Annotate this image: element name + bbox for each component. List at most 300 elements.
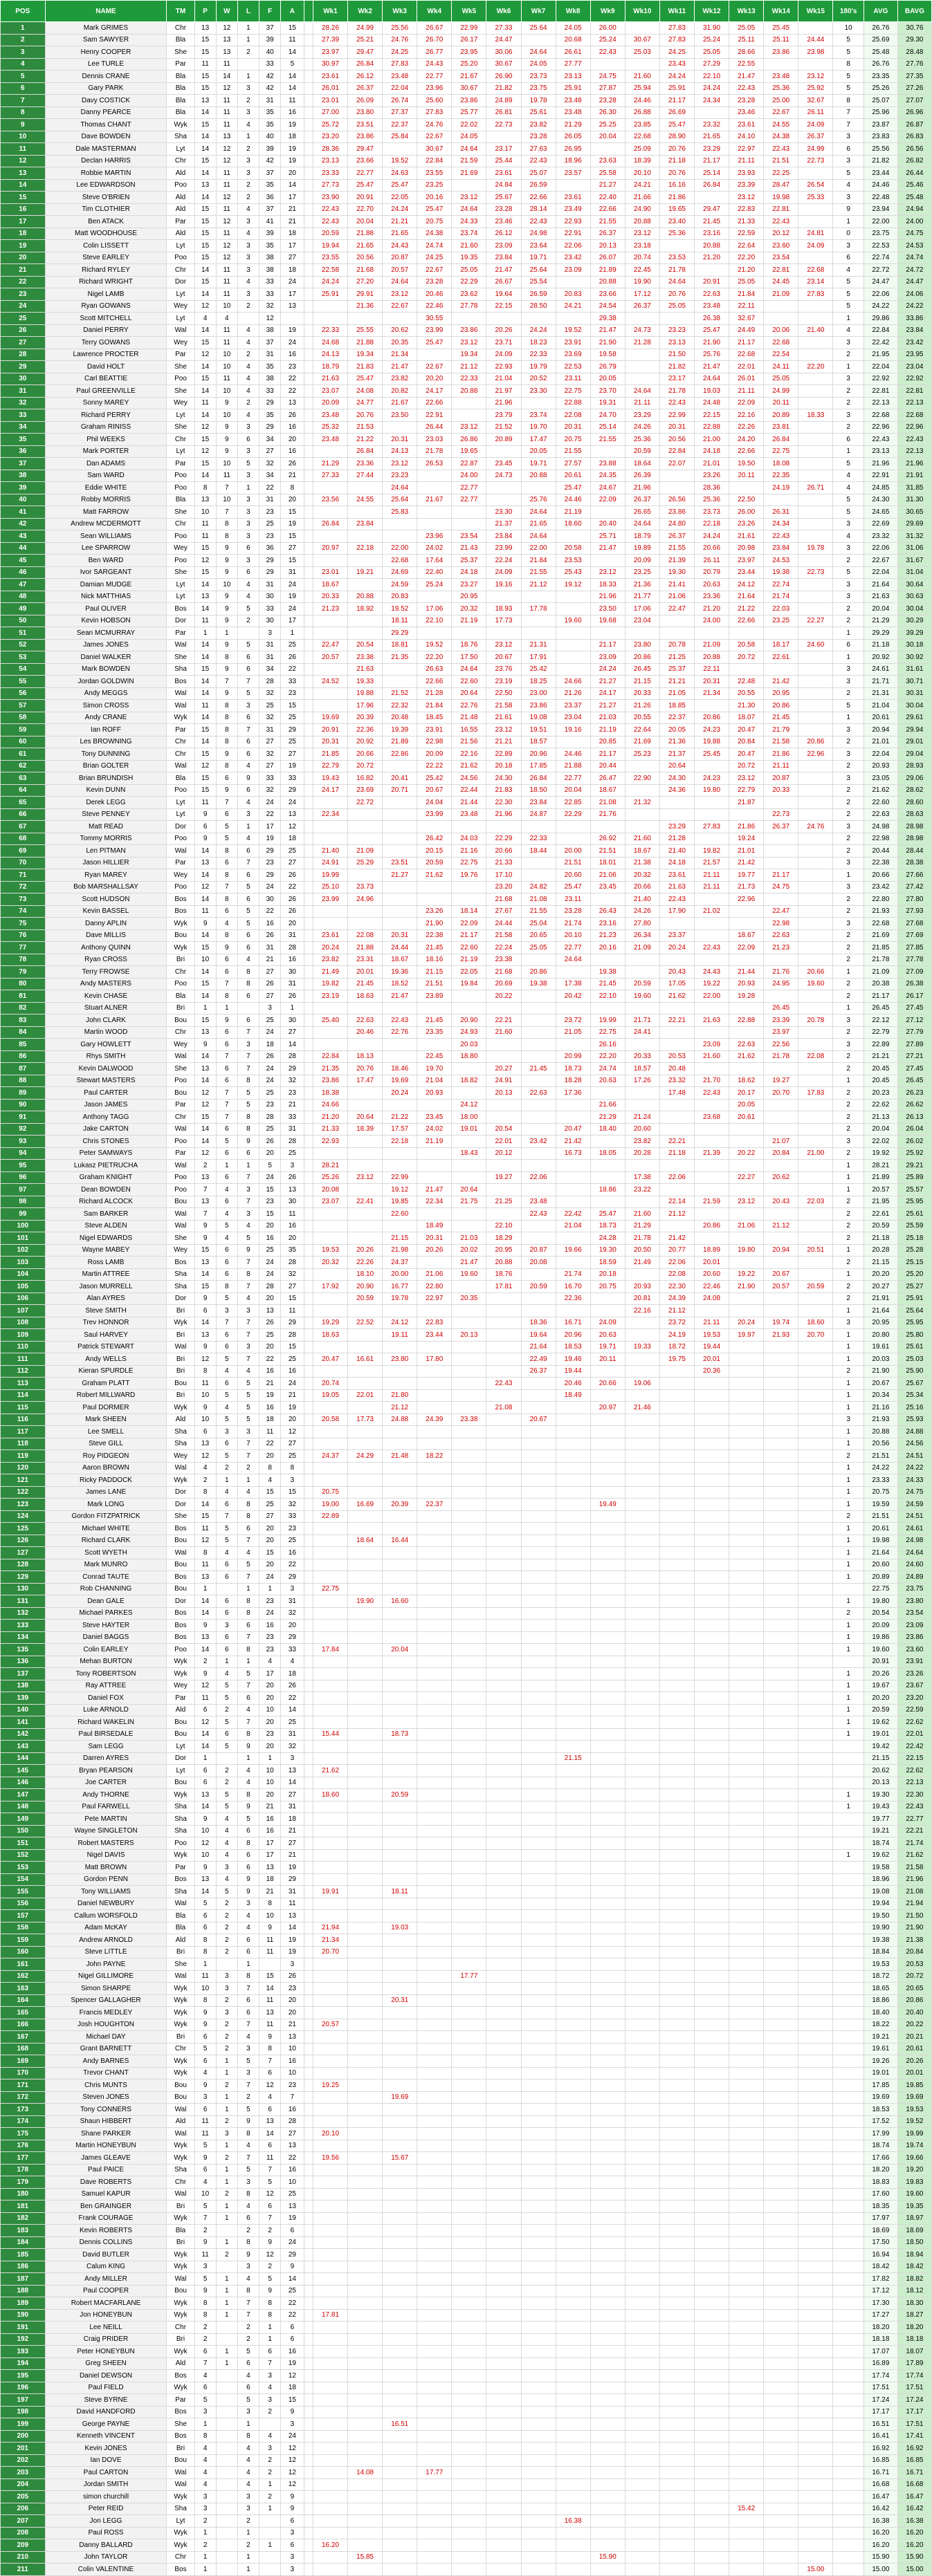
cell-wk8 [556, 276, 590, 288]
cell-wk1: 21.33 [313, 1123, 347, 1136]
cell-lost: 4 [237, 954, 259, 966]
cell-wk6: 18.76 [486, 1268, 521, 1281]
cell-won: 5 [216, 1692, 237, 1705]
cell-wk4 [417, 1692, 452, 1705]
cell-wk15 [798, 167, 833, 180]
cell-wk5 [452, 518, 486, 530]
col-header-wk4[interactable]: Wk4 [417, 1, 452, 22]
cell-wk12 [695, 2152, 729, 2165]
cell-wk1 [313, 1523, 347, 1535]
cell-name: Richard ALCOCK [45, 1196, 167, 1208]
cell-avg: 22.68 [864, 409, 897, 422]
cell-wk11 [659, 482, 694, 494]
cell-wk6: 22.89 [486, 748, 521, 761]
cell-wk14 [764, 1668, 798, 1680]
cell-bavg: 24.89 [897, 1571, 931, 1584]
cell-wk11 [659, 1668, 694, 1680]
cell-wk3: 18.46 [383, 1063, 417, 1075]
col-header-wk12[interactable]: Wk12 [695, 1, 729, 22]
col-header-wk7[interactable]: Wk7 [521, 1, 556, 22]
cell-name: Bryan PEARSON [45, 1765, 167, 1777]
cell-wk8 [556, 1644, 590, 1656]
cell-wk15 [798, 252, 833, 264]
cell-for: 5 [259, 1160, 281, 1172]
cell-for: 26 [259, 978, 281, 990]
col-header-wk6[interactable]: Wk6 [486, 1, 521, 22]
cell-played: 13 [194, 22, 216, 35]
cell-wk10: 24.26 [625, 421, 659, 434]
cell-lost: 6 [237, 1994, 259, 2007]
cell-wk4: 30.67 [417, 143, 452, 156]
cell-pos: 37 [1, 458, 46, 470]
cell-wk10 [625, 1002, 659, 1014]
cell-wk13: 19.97 [729, 1329, 764, 1342]
cell-wk13 [729, 2055, 764, 2068]
cell-for: 24 [259, 1268, 281, 1281]
cell-wk4 [417, 1789, 452, 1801]
cell-wk1: 24.66 [313, 1099, 347, 1111]
cell-won: 8 [216, 712, 237, 724]
cell-played: 15 [194, 542, 216, 555]
cell-wk3: 20.48 [383, 712, 417, 724]
cell-pos: 28 [1, 349, 46, 361]
cell-wk11 [659, 1389, 694, 1402]
cell-team: Wal [167, 1970, 194, 1983]
col-header-wk9[interactable]: Wk9 [590, 1, 625, 22]
cell-wk2: 18.10 [348, 1268, 383, 1281]
cell-wk12: 20.88 [695, 651, 729, 664]
cell-wk10: 20.09 [625, 555, 659, 567]
cell-wk9: 24.35 [590, 470, 625, 482]
cell-wk15 [798, 1849, 833, 1862]
cell-wk6 [486, 1934, 521, 1947]
cell-spacer [304, 203, 313, 216]
cell-team: Wey [167, 542, 194, 555]
cell-spacer [304, 1002, 313, 1014]
cell-wk15: 21.00 [798, 1147, 833, 1160]
cell-wk9: 25.24 [590, 34, 625, 46]
cell-wk6: 24.47 [486, 34, 521, 46]
cell-wk11: 20.77 [659, 1244, 694, 1257]
cell-won: 2 [216, 2031, 237, 2044]
cell-wk7 [521, 2019, 556, 2031]
cell-wk12: 22.46 [695, 1281, 729, 1293]
cell-wk7: 25.54 [521, 276, 556, 288]
cell-bavg: 26.38 [897, 978, 931, 990]
cell-wk10 [625, 1499, 659, 1511]
cell-for: 25 [259, 518, 281, 530]
cell-wk10: 20.81 [625, 1292, 659, 1305]
cell-for: 16 [259, 1620, 281, 1632]
cell-wk3 [383, 1934, 417, 1947]
cell-180s: 5 [833, 506, 864, 519]
cell-lost: 1 [237, 482, 259, 494]
cell-wk6 [486, 1789, 521, 1801]
col-header-wk15[interactable]: Wk15 [798, 1, 833, 22]
cell-wk15 [798, 627, 833, 640]
cell-180s: 1 [833, 313, 864, 325]
cell-wk2: 20.39 [348, 712, 383, 724]
cell-played: 15 [194, 252, 216, 264]
cell-played: 1 [194, 1002, 216, 1014]
table-row [1, 470, 932, 482]
cell-team: Bla [167, 1910, 194, 1922]
cell-wk6 [486, 1752, 521, 1765]
cell-name: Lee SMELL [45, 1426, 167, 1438]
cell-wk14 [764, 1535, 798, 1547]
cell-pos: 125 [1, 1523, 46, 1535]
col-header-for[interactable]: F [259, 1, 281, 22]
cell-wk13: 23.46 [729, 106, 764, 119]
table-row [1, 760, 932, 772]
cell-bavg: 24.06 [897, 288, 931, 301]
cell-wk14 [764, 1922, 798, 1934]
cell-wk14: 26.84 [764, 434, 798, 446]
cell-wk3 [383, 1873, 417, 1886]
cell-spacer [304, 700, 313, 712]
cell-played: 9 [194, 808, 216, 821]
cell-against: 20 [281, 1414, 304, 1426]
cell-team: Wyk [167, 2007, 194, 2019]
col-header-lost[interactable]: L [237, 1, 259, 22]
cell-wk15 [798, 518, 833, 530]
cell-wk15 [798, 1099, 833, 1111]
cell-wk14 [764, 1849, 798, 1862]
cell-wk1: 23.19 [313, 990, 347, 1003]
cell-wk7: 22.43 [521, 1208, 556, 1221]
cell-wk2 [348, 1922, 383, 1934]
cell-avg: 20.28 [864, 1244, 897, 1257]
cell-avg: 20.93 [864, 760, 897, 772]
cell-wk3: 22.18 [383, 1136, 417, 1148]
cell-spacer [304, 566, 313, 579]
cell-wk3: 19.78 [383, 1292, 417, 1305]
cell-spacer [304, 518, 313, 530]
cell-spacer [304, 397, 313, 409]
cell-for: 35 [259, 409, 281, 422]
cell-wk5: 21.75 [452, 1196, 486, 1208]
cell-played: 12 [194, 1716, 216, 1729]
cell-bavg: 21.74 [897, 1837, 931, 1850]
cell-lost: 1 [237, 1752, 259, 1765]
cell-pos: 32 [1, 397, 46, 409]
cell-wk8: 25.47 [556, 482, 590, 494]
col-header-team[interactable]: TM [167, 1, 194, 22]
col-header-wk10[interactable]: Wk10 [625, 1, 659, 22]
cell-wk7: 19.79 [521, 361, 556, 373]
cell-wk6 [486, 1692, 521, 1705]
cell-wk15 [798, 1571, 833, 1584]
cell-team: Wyk [167, 1317, 194, 1329]
cell-wk15 [798, 1184, 833, 1196]
col-header-pos[interactable]: POS [1, 1, 46, 22]
cell-played: 14 [194, 929, 216, 942]
cell-wk6 [486, 1292, 521, 1305]
cell-lost: 9 [237, 1741, 259, 1753]
cell-wk3: 22.43 [383, 1014, 417, 1027]
cell-wk8: 22.77 [556, 942, 590, 954]
cell-wk15 [798, 1862, 833, 1874]
col-header-name[interactable]: NAME [45, 1, 167, 22]
cell-wk15 [798, 1026, 833, 1039]
cell-wk13: 21.42 [729, 857, 764, 869]
cell-won: 1 [216, 1002, 237, 1014]
cell-wk5 [452, 2031, 486, 2044]
cell-wk3: 21.34 [383, 349, 417, 361]
cell-wk2 [348, 1631, 383, 1644]
cell-wk7: 19.51 [521, 724, 556, 736]
cell-spacer [304, 1873, 313, 1886]
cell-180s: 1 [833, 1668, 864, 1680]
col-header-won[interactable]: W [216, 1, 237, 22]
cell-played: 14 [194, 893, 216, 906]
col-header-played[interactable]: P [194, 1, 216, 22]
cell-wk9: 21.76 [590, 808, 625, 821]
cell-won: 7 [216, 881, 237, 893]
cell-wk4 [417, 1510, 452, 1523]
cell-avg: 25.07 [864, 95, 897, 107]
cell-wk5 [452, 2140, 486, 2152]
cell-wk9 [590, 1389, 625, 1402]
cell-pos: 177 [1, 2152, 46, 2165]
cell-wk13: 22.11 [729, 300, 764, 313]
cell-wk8: 21.15 [556, 1752, 590, 1765]
cell-for: 23 [259, 1196, 281, 1208]
cell-wk12 [695, 192, 729, 204]
cell-wk9 [590, 445, 625, 458]
cell-wk3: 23.48 [383, 71, 417, 83]
cell-won: 4 [216, 1837, 237, 1850]
cell-wk7 [521, 1873, 556, 1886]
col-header-bavg[interactable]: BAVG [897, 1, 931, 22]
cell-wk12 [695, 1801, 729, 1813]
col-header-against[interactable]: A [281, 1, 304, 22]
cell-spacer [304, 313, 313, 325]
cell-team: Chr [167, 22, 194, 35]
cell-wk4: 22.40 [417, 566, 452, 579]
cell-wk1: 21.34 [313, 1934, 347, 1947]
cell-lost: 4 [237, 2140, 259, 2152]
col-header-180s[interactable]: 180's [833, 1, 864, 22]
cell-spacer [304, 458, 313, 470]
cell-team: She [167, 566, 194, 579]
cell-bavg: 25.20 [897, 1268, 931, 1281]
table-row [1, 313, 932, 325]
cell-name: Anthony QUINN [45, 942, 167, 954]
cell-wk15 [798, 687, 833, 700]
table-row [1, 1910, 932, 1922]
cell-wk15 [798, 1378, 833, 1390]
cell-wk7 [521, 482, 556, 494]
cell-spacer [304, 1547, 313, 1559]
cell-wk13: 23.97 [729, 555, 764, 567]
cell-wk3: 20.31 [383, 1994, 417, 2007]
cell-name: Michael DAY [45, 2031, 167, 2044]
cell-wk14: 20.86 [764, 700, 798, 712]
cell-wk3 [383, 1438, 417, 1450]
cell-wk8: 22.53 [556, 361, 590, 373]
cell-spacer [304, 1426, 313, 1438]
cell-team: Sha [167, 2164, 194, 2176]
cell-for: 20 [259, 1741, 281, 1753]
cell-wk12 [695, 1583, 729, 1595]
cell-wk14 [764, 1414, 798, 1426]
cell-wk9: 18.05 [590, 1147, 625, 1160]
col-header-wk5[interactable]: Wk5 [452, 1, 486, 22]
cell-wk11 [659, 240, 694, 252]
cell-wk11 [659, 1644, 694, 1656]
cell-wk2 [348, 1099, 383, 1111]
cell-team: Wal [167, 845, 194, 858]
cell-wk13: 20.05 [729, 1099, 764, 1111]
cell-180s [833, 2128, 864, 2140]
cell-wk2: 22.18 [348, 542, 383, 555]
table-row [1, 1026, 932, 1039]
cell-won: 13 [216, 34, 237, 46]
cell-wk5: 21.44 [452, 797, 486, 809]
cell-pos: 100 [1, 1220, 46, 1232]
cell-team: Lyt [167, 445, 194, 458]
cell-wk3 [383, 663, 417, 676]
cell-name: Robby MORRIS [45, 494, 167, 506]
cell-wk11 [659, 1583, 694, 1595]
cell-wk11 [659, 1946, 694, 1958]
table-row [1, 978, 932, 990]
col-header-wk13[interactable]: Wk13 [729, 1, 764, 22]
col-header-wk1[interactable]: Wk1 [313, 1, 347, 22]
cell-avg: 23.42 [864, 881, 897, 893]
cell-avg: 20.26 [864, 1668, 897, 1680]
cell-spacer [304, 1922, 313, 1934]
cell-wk3: 22.00 [383, 542, 417, 555]
cell-wk13 [729, 1353, 764, 1366]
cell-won: 1 [216, 1160, 237, 1172]
cell-pos: 174 [1, 2115, 46, 2128]
cell-wk5 [452, 1365, 486, 1378]
col-header-wk3[interactable]: Wk3 [383, 1, 417, 22]
cell-lost: 7 [237, 1450, 259, 1463]
cell-wk10: 21.78 [625, 1232, 659, 1245]
col-header-wk14[interactable]: Wk14 [764, 1, 798, 22]
cell-wk2 [348, 1583, 383, 1595]
cell-lost: 6 [237, 942, 259, 954]
cell-won: 2 [216, 1994, 237, 2007]
cell-wk7: 18.23 [521, 337, 556, 349]
cell-wk13: 20.58 [729, 639, 764, 651]
cell-180s: 1 [833, 1268, 864, 1281]
cell-wk13: 19.50 [729, 458, 764, 470]
cell-wk8: 19.46 [556, 1353, 590, 1366]
cell-played: 15 [194, 1510, 216, 1523]
cell-180s: 1 [833, 1438, 864, 1450]
cell-wk12: 25.05 [695, 46, 729, 59]
cell-avg: 22.00 [864, 216, 897, 228]
cell-wk6 [486, 2079, 521, 2092]
cell-won: 8 [216, 845, 237, 858]
cell-lost: 6 [237, 712, 259, 724]
cell-for: 15 [259, 1208, 281, 1221]
cell-lost: 5 [237, 918, 259, 930]
cell-wk2: 19.34 [348, 349, 383, 361]
cell-wk7: 20.59 [521, 1281, 556, 1293]
cell-wk13 [729, 2019, 764, 2031]
cell-bavg: 27.78 [897, 954, 931, 966]
cell-wk1 [313, 482, 347, 494]
cell-wk5 [452, 1765, 486, 1777]
cell-pos: 67 [1, 821, 46, 833]
cell-wk10 [625, 1559, 659, 1571]
cell-spacer [304, 373, 313, 385]
cell-for: 14 [259, 2128, 281, 2140]
col-header-wk2[interactable]: Wk2 [348, 1, 383, 22]
cell-wk13 [729, 1644, 764, 1656]
cell-180s: 1 [833, 869, 864, 882]
cell-wk14 [764, 1438, 798, 1450]
cell-wk4: 20.46 [417, 288, 452, 301]
cell-wk1: 20.10 [313, 2128, 347, 2140]
cell-spacer [304, 1886, 313, 1898]
cell-wk12 [695, 1886, 729, 1898]
cell-wk11 [659, 1499, 694, 1511]
cell-wk9: 20.18 [590, 1268, 625, 1281]
cell-180s [833, 1741, 864, 1753]
cell-wk13 [729, 1257, 764, 1269]
cell-wk3: 21.35 [383, 651, 417, 664]
cell-pos: 162 [1, 1970, 46, 1983]
table-row [1, 1752, 932, 1765]
cell-wk14 [764, 1680, 798, 1692]
cell-team: Wal [167, 2104, 194, 2116]
cell-180s [833, 1898, 864, 1910]
table-row [1, 2104, 932, 2116]
cell-180s: 1 [833, 1789, 864, 1801]
cell-wk4: 22.91 [417, 409, 452, 422]
cell-pos: 68 [1, 833, 46, 845]
cell-played: 11 [194, 397, 216, 409]
cell-wk3: 21.48 [383, 1450, 417, 1463]
cell-pos: 2 [1, 34, 46, 46]
cell-wk12 [695, 1837, 729, 1850]
cell-for: 35 [259, 240, 281, 252]
cell-wk3: 20.31 [383, 434, 417, 446]
table-row [1, 1837, 932, 1850]
cell-pos: 34 [1, 421, 46, 434]
cell-wk8 [556, 603, 590, 615]
cell-against: 33 [281, 1111, 304, 1124]
cell-spacer [304, 1136, 313, 1148]
cell-wk4 [417, 518, 452, 530]
col-header-avg[interactable]: AVG [864, 1, 897, 22]
cell-wk4: 26.42 [417, 833, 452, 845]
cell-wk2 [348, 1837, 383, 1850]
cell-180s: 1 [833, 1244, 864, 1257]
cell-wk8: 19.16 [556, 724, 590, 736]
cell-wk13 [729, 1136, 764, 1148]
cell-wk9 [590, 1801, 625, 1813]
col-header-wk8[interactable]: Wk8 [556, 1, 590, 22]
cell-wk14: 22.03 [764, 603, 798, 615]
table-row [1, 687, 932, 700]
cell-wk13 [729, 1292, 764, 1305]
cell-bavg: 25.92 [897, 1147, 931, 1160]
table-row [1, 1728, 932, 1741]
cell-spacer [304, 1983, 313, 1995]
col-header-wk11[interactable]: Wk11 [659, 1, 694, 22]
cell-wk3: 24.13 [383, 445, 417, 458]
cell-wk14: 22.25 [764, 167, 798, 180]
cell-pos: 101 [1, 1232, 46, 1245]
cell-team: Ald [167, 203, 194, 216]
